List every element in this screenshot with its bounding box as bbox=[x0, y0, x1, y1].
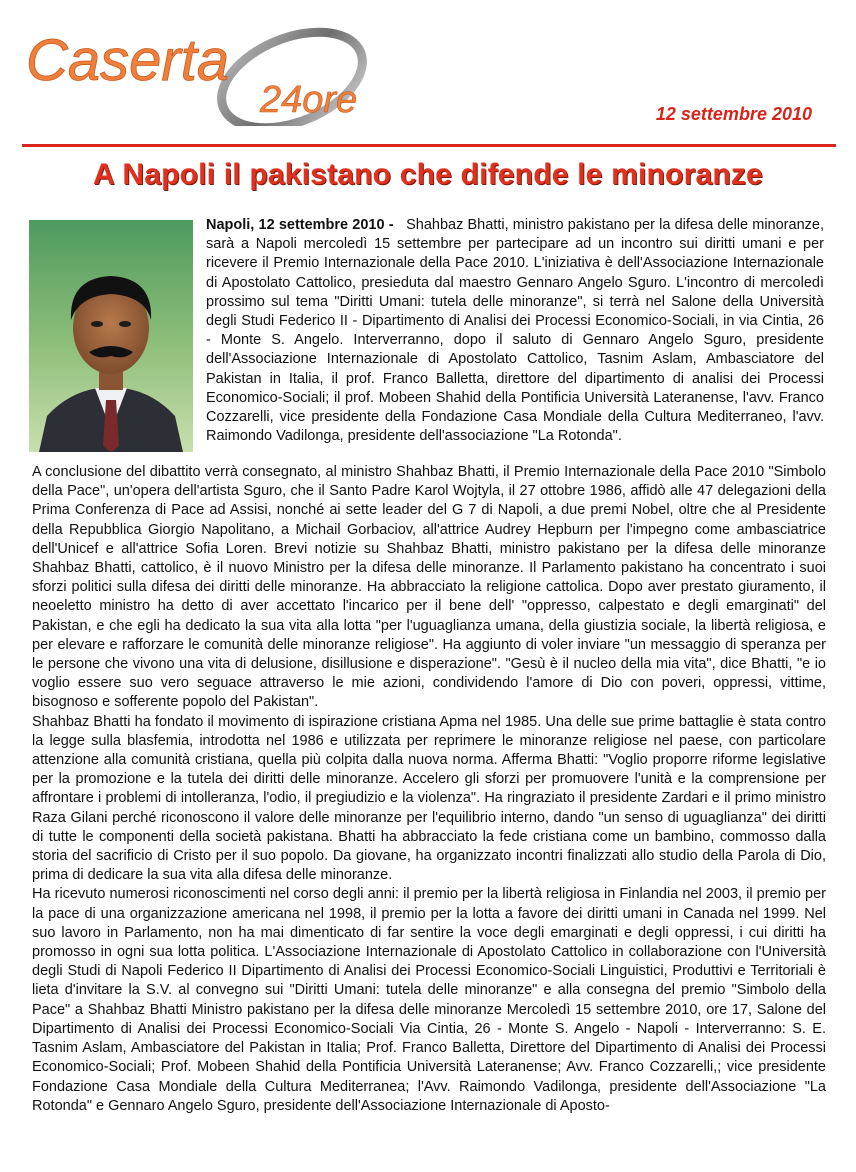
logo-graphic bbox=[24, 14, 424, 126]
article-intro bbox=[206, 216, 824, 446]
header-divider bbox=[22, 144, 836, 147]
issue-date: 12 settembre 2010 bbox=[655, 104, 812, 124]
intro-text: Shahbaz Bhatti, ministro pakistano per la difesa delle minoranze, sarà a Napoli mercoledì 15 settembre per partecipare ad un incontro sui diritti umani e per ricevere il Premio Internazionale della Pace 2010. L'iniziativa è dell'Associazione Internazionale di Apostolato Cattolico, presieduta dal maestro Gennaro Angelo Sguro. L'incontro di mercoledì prossimo sul tema "Diritti Umani: tutela delle minoranze", si terrà nel Salone della Università degli Studi Federico II - Dipartimento di Analisi dei Processi Economico-Sociali, in via Cintia, 26 - Monte S. Angelo. Interverranno, dopo il saluto di Gennaro Angelo Sguro, presidente dell'Associazione Internazionale di Apostolato Cattolico, Tasnim Aslam, Ambasciatore del Pakistan in Italia, il prof. Franco Balletta, direttore del dipartimento di analisi dei Processi Economico-Sociali; il prof. Mobeen Shahid della Pontificia Università Lateranense, l'avv. Franco Cozzarelli, vice presidente della Fondazione Casa Mondiale della Cultura Mediterraneo, l'avv. Raimondo Vadilonga, presidente dell'associazione "La Rotonda". bbox=[206, 217, 824, 445]
logo-word-24ore: 24ore bbox=[260, 79, 358, 121]
article-headline: A Napoli il pakistano che difende le minoranze bbox=[93, 158, 763, 191]
portrait-photo bbox=[29, 220, 193, 452]
paragraph-2: A conclusione del dibattito verrà consegnato, al ministro Shahbaz Bhatti, il Premio Internazionale della Pace 2010 "Simbolo della Pace", un'opera dell'artista Sguro, che il Santo Padre Karol Wojtyla, il 27 ottobre 1986, affidò alle 47 delegazioni della Prima Conferenza di Pace ad Assisi, nonché ai sette leader del G 7 di Napoli, a due premi Nobel, oltre che al Presidente della Repubblica Giorgio Napolitano, a Michail Gorbaciov, all'attrice Audrey Hepburn per l'impegno come ambasciatrice dell'Unicef e all'attrice Sofia Loren. Brevi notizie su Shahbaz Bhatti, ministro pakistano per la difesa delle minoranze Shahbaz Bhatti, cattolico, è il nuovo Ministro per la difesa delle minoranze. Il Parlamento pakistano ha concentrato i suoi sforzi politici sulla difesa dei diritti delle minoranze. Ha abbracciato la religione cattolica. Dopo aver prestato giuramento, il neoeletto ministro ha detto di aver accettato l'incarico per il bene dell' "oppresso, calpestato e degli emarginati" del Pakistan, e che egli ha dedicato la sua vita alla lotta "per l'uguaglianza umana, della giustizia sociale, la libertà religiosa, e per elevare e rafforzare le comunità delle minoranze religiose". Ha aggiunto di voler inviare "un messaggio di speranza per le persone che vivono una vita di delusione, disillusione e disperazione". "Gesù è il nucleo della mia vita", dice Bhatti, "e io voglio essere suo vero seguace attraverso le mie azioni, condividendo l'amore di Dio con poveri, oppressi, vittime, bisognoso e sofferente popolo del Pakistan". bbox=[32, 464, 826, 711]
dateline: Napoli, 12 settembre 2010 - bbox=[206, 217, 394, 233]
masthead-logo bbox=[24, 14, 424, 126]
paragraph-4: Ha ricevuto numerosi riconoscimenti nel corso degli anni: il premio per la libertà religiosa in Finlandia nel 2003, il premio per la pace di una organizzazione americana nel 1998, il premio per la lotta a favore dei diritti umani in Canada nel 1999. Nel suo lavoro in Parlamento, non ha mai dimenticato di far sentire la voce degli emarginati e degli oppressi, i cui diritti ha promosso in ogni sua lotta politica. L'Associazione Internazionale di Apostolato Cattolico in collaborazione con l'Università degli Studi di Napoli Federico II Dipartimento di Analisi dei Processi Economico-Sociali Linguistici, Produttivi e Territoriali è lieta d'invitare la S.V. al convegno sui "Diritti Umani: tutela delle minoranze" e alla consegna del premio "Simbolo della Pace" a Shahbaz Bhatti Ministro pakistano per la difesa delle minoranze Mercoledì 15 settembre 2010, ore 17, Salone del Dipartimento di Analisi dei Processi Economico-Sociali Via Cintia, 26 - Monte S. Angelo - Napoli - Interverranno: S. E. Tasnim Aslam, Ambasciatore del Pakistan in Italia; Prof. Franco Balletta, Direttore del Dipartimento di Analisi dei Processi Economico-Sociali; Prof. Mobeen Shahid della Pontificia Università Lateranense; Avv. Franco Cozzarelli,; vice presidente Fondazione Casa Mondiale della Cultura Mediterranea; l'Avv. Raimondo Vadilonga, presidente dell'Associazione "La Rotonda" e Gennaro Angelo Sguro, presidente dell'Associazione Internazionale di Aposto- bbox=[32, 886, 826, 1114]
logo-word-caserta: Caserta bbox=[26, 28, 230, 93]
article-body bbox=[32, 463, 826, 1116]
paragraph-3: Shahbaz Bhatti ha fondato il movimento di ispirazione cristiana Apma nel 1985. Una delle sue prime battaglie è stata contro la legge sulla blasfemia, introdotta nel 1986 e utilizzata per reprimere le minoranze religiose nel paese, con particolare attenzione alla comunità cristiana, quella più colpita dalla nuova norma. Afferma Bhatti: "Voglio proporre riforme legislative per la promozione e la tutela dei diritti delle minoranze. Accelero gli sforzi per promuovere l'unità e la comprensione per affrontare i problemi di intolleranza, l'odio, il pregiudizio e la violenza". Ha ringraziato il presidente Zardari e il primo ministro Raza Gilani perché riconoscono il valore delle minoranze per l'equilibrio interno, dando "un senso di uguaglianza" dei diritti di tutte le componenti della società pakistana. Bhatti ha abbracciato la fede cristiana come un bambino, commosso dalla storia del sacrificio di Cristo per il suo popolo. Da giovane, ha organizzato incontri finalizzati allo studio della Parola di Dio, prima di dedicare la sua vita alla difesa delle minoranze. bbox=[32, 713, 826, 884]
